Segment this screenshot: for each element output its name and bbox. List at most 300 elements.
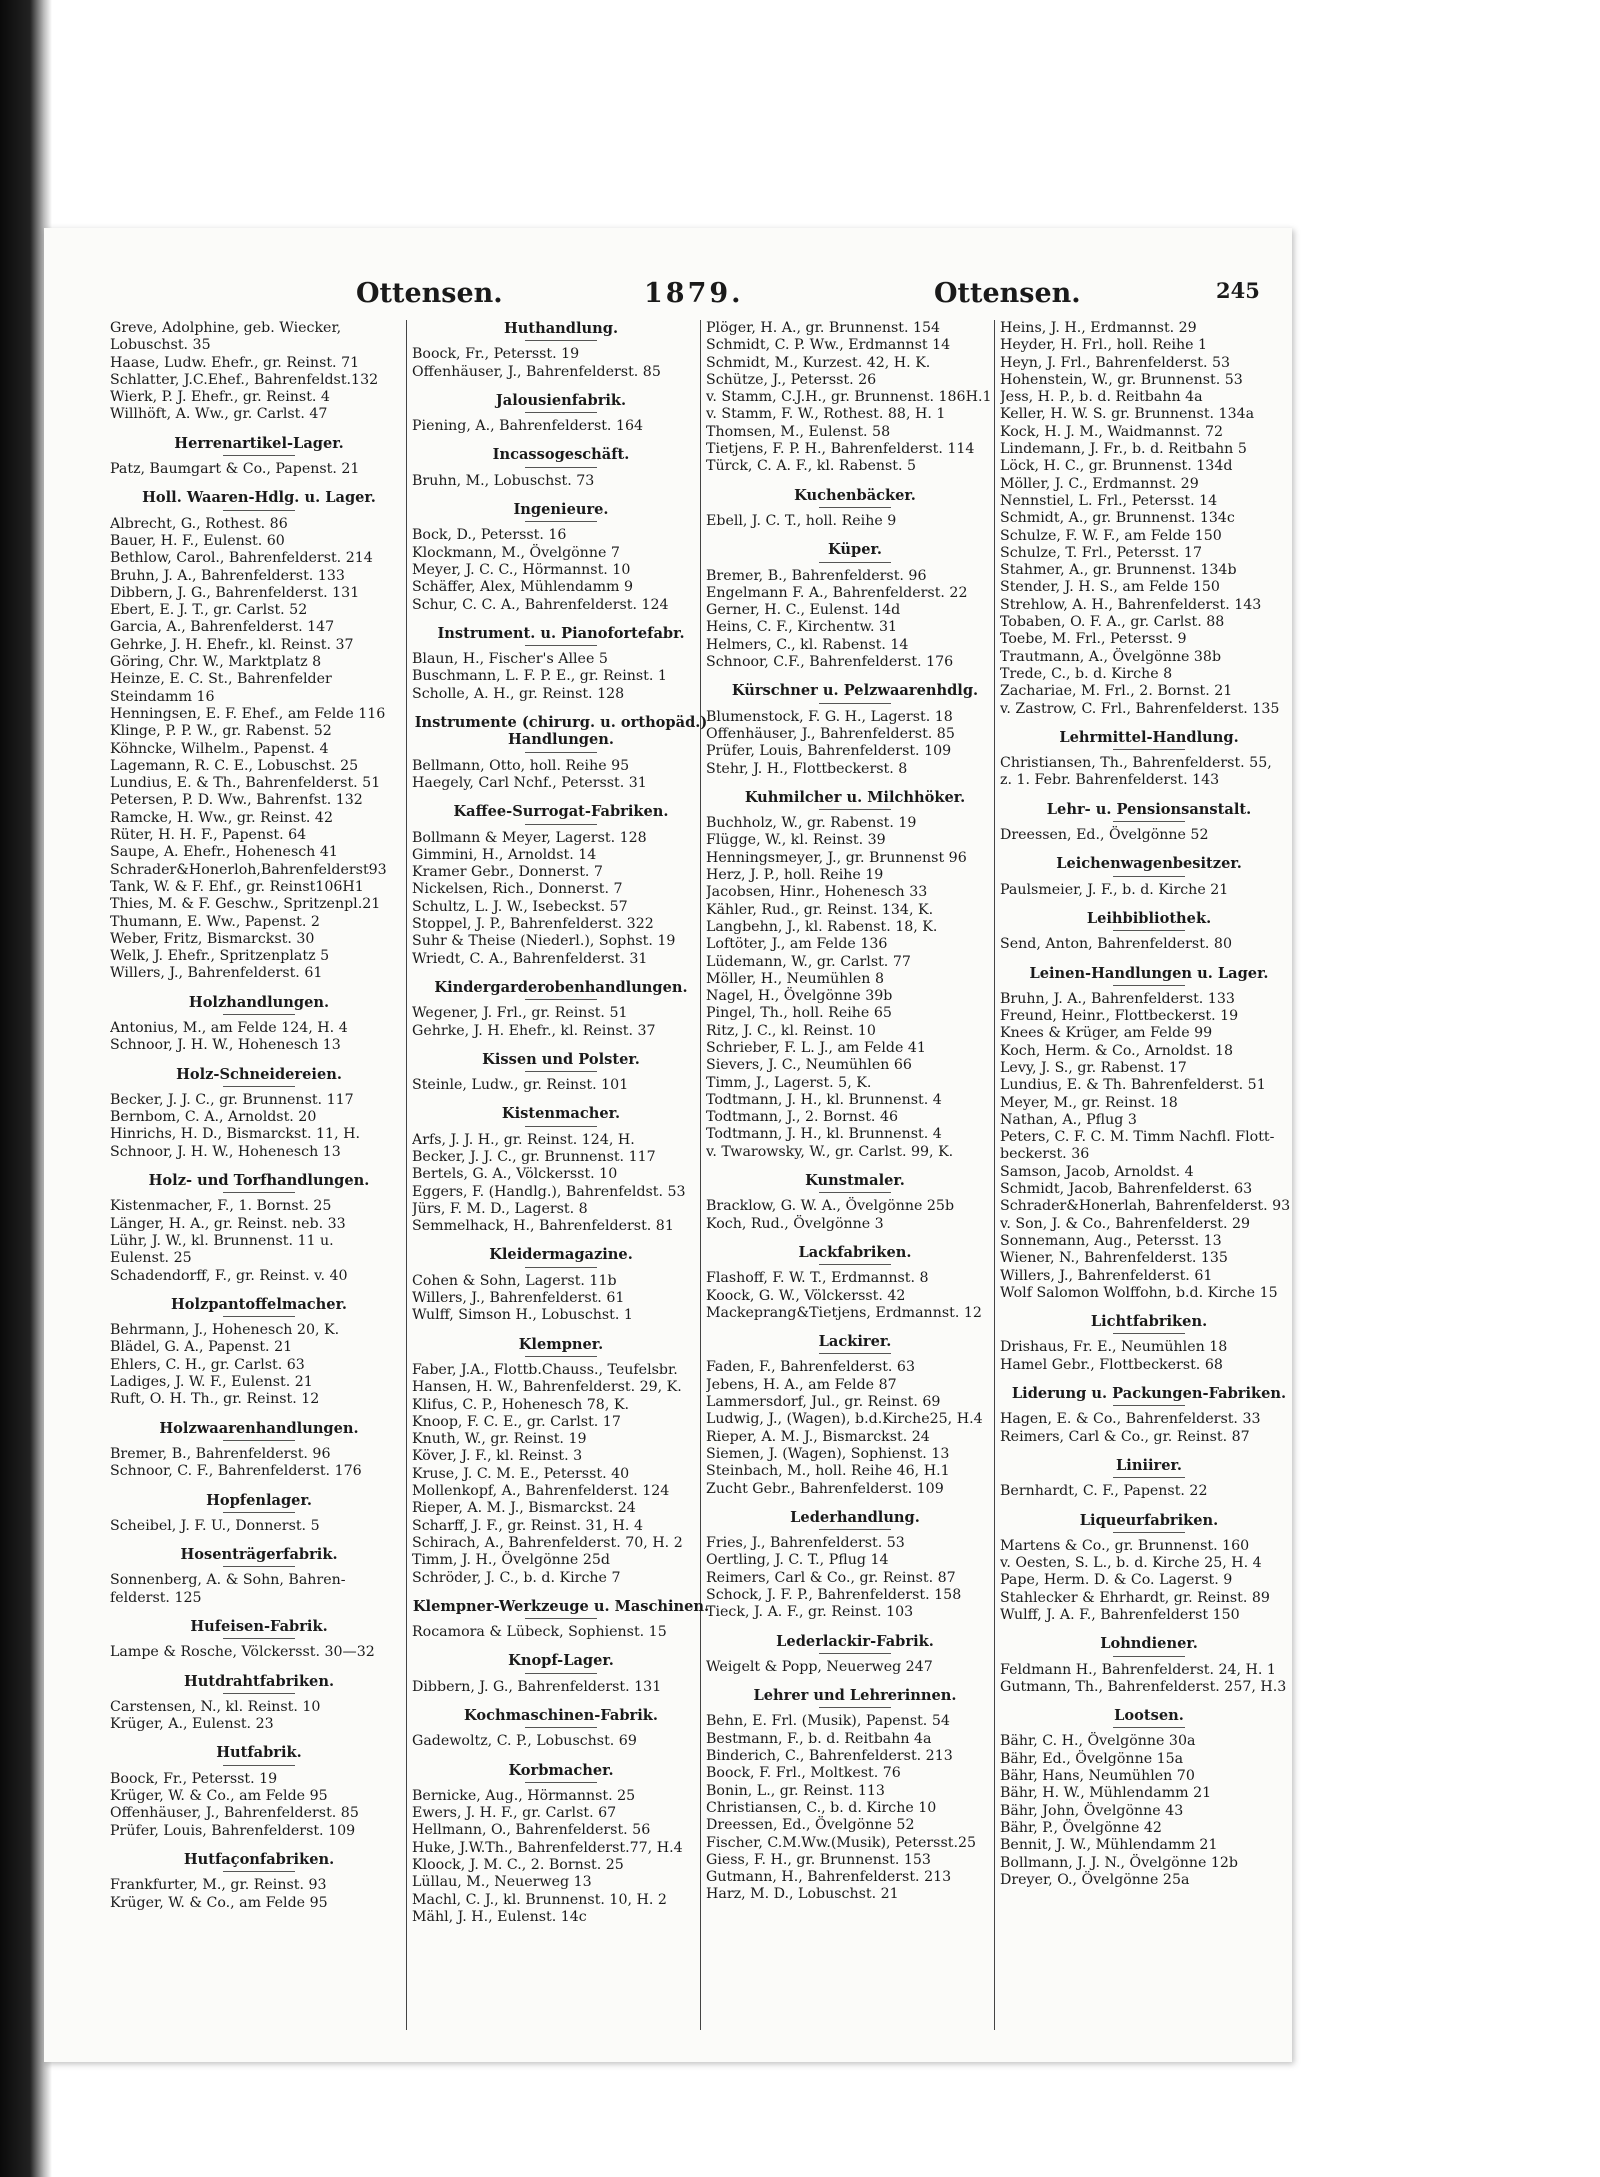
directory-entry: Bestmann, F., b. d. Reitbahn 4a xyxy=(706,1730,932,1747)
directory-entry: Weigelt & Popp, Neuerweg 247 xyxy=(706,1658,933,1675)
directory-entry: Gadewoltz, C. P., Lobuschst. 69 xyxy=(412,1733,637,1750)
directory-entry: Henningsmeyer, J., gr. Brunnenst 96 xyxy=(706,849,967,866)
directory-entry: Tieck, J. A. F., gr. Reinst. 103 xyxy=(706,1604,914,1621)
directory-entry: Bock, D., Petersst. 16 xyxy=(412,527,567,544)
directory-page xyxy=(44,228,1292,2062)
directory-entry: Semmelhack, H., Bahrenfelderst. 81 xyxy=(412,1218,674,1235)
directory-entry: Pingel, Th., holl. Reihe 65 xyxy=(706,1005,892,1022)
directory-entry: Rüter, H. H. F., Papenst. 64 xyxy=(110,827,307,844)
directory-entry: Fischer, C.M.Ww.(Musik), Petersst.25 xyxy=(706,1834,977,1851)
directory-entry: Koch, Rud., Övelgönne 3 xyxy=(706,1215,884,1232)
directory-entry: Heyder, H. Frl., holl. Reihe 1 xyxy=(1000,337,1208,354)
section-heading: Kuchenbäcker. xyxy=(706,487,1004,509)
directory-entry: Wolf Salomon Wolffohn, b.d. Kirche 15 xyxy=(1000,1284,1278,1301)
directory-entry: v. Son, J. & Co., Bahrenfelderst. 29 xyxy=(1000,1215,1251,1232)
directory-entry: Bähr, C. H., Övelgönne 30a xyxy=(1000,1733,1196,1750)
directory-entry: Meyer, J. C. C., Hörmannst. 10 xyxy=(412,561,631,578)
directory-entry: Feldmann H., Bahrenfelderst. 24, H. 1 xyxy=(1000,1661,1276,1678)
header-year: 1879. xyxy=(644,278,744,309)
section-heading: Hopfenlager. xyxy=(110,1492,408,1514)
directory-entry: Carstensen, N., kl. Reinst. 10 xyxy=(110,1698,321,1715)
directory-entry: Bertels, G. A., Völckersst. 10 xyxy=(412,1166,618,1183)
directory-entry: Bruhn, J. A., Bahrenfelderst. 133 xyxy=(110,567,345,584)
directory-entry: Paulsmeier, J. F., b. d. Kirche 21 xyxy=(1000,881,1229,898)
section-heading: Instrumente (chirurg. u. orthopäd.) Handlungen. xyxy=(412,714,710,754)
directory-entry: Drishaus, Fr. E., Neumühlen 18 xyxy=(1000,1339,1228,1356)
directory-entry: Bremer, B., Bahrenfelderst. 96 xyxy=(110,1445,331,1462)
directory-entry: Timm, J. H., Övelgönne 25d xyxy=(412,1552,610,1569)
directory-entry: Bruhn, J. A., Bahrenfelderst. 133 xyxy=(1000,990,1235,1007)
section-heading: Lehr- u. Pensionsanstalt. xyxy=(1000,801,1298,823)
directory-entry: Plöger, H. A., gr. Brunnenst. 154 xyxy=(706,320,941,336)
directory-entry: Sievers, J. C., Neumühlen 66 xyxy=(706,1057,912,1074)
directory-entry: Lühr, J. W., kl. Brunnenst. 11 u. xyxy=(110,1232,334,1249)
directory-entry: Scholle, A. H., gr. Reinst. 128 xyxy=(412,685,625,702)
directory-entry: Weber, Fritz, Bismarckst. 30 xyxy=(110,930,315,947)
directory-entry: Suhr & Theise (Niederl.), Sophst. 19 xyxy=(412,933,676,950)
section-heading: Jalousienfabrik. xyxy=(412,392,710,414)
directory-entry: Gehrke, J. H. Ehefr., kl. Reinst. 37 xyxy=(110,636,354,653)
directory-entry: Bernicke, Aug., Hörmannst. 25 xyxy=(412,1787,636,1804)
page-header xyxy=(44,278,1292,312)
directory-entry: Mollenkopf, A., Bahrenfelderst. 124 xyxy=(412,1483,670,1500)
directory-entry: Lindemann, J. Fr., b. d. Reitbahn 5 xyxy=(1000,441,1247,458)
directory-entry: Buschmann, L. F. P. E., gr. Reinst. 1 xyxy=(412,668,667,685)
directory-entry: Huke, J.W.Th., Bahrenfelderst.77, H.4 xyxy=(412,1839,683,1856)
section-heading: Lohndiener. xyxy=(1000,1635,1298,1657)
section-heading: Herrenartikel-Lager. xyxy=(110,435,408,457)
directory-entry: Peters, C. F. C. M. Timm Nachfl. Flott- xyxy=(1000,1129,1275,1146)
directory-entry: Thumann, E. Ww., Papenst. 2 xyxy=(110,913,320,930)
directory-entry: Kramer Gebr., Donnerst. 7 xyxy=(412,864,603,881)
directory-entry: Schnoor, C.F., Bahrenfelderst. 176 xyxy=(706,654,954,671)
section-heading: Hosenträgerfabrik. xyxy=(110,1546,408,1568)
section-heading: Liderung u. Packungen-Fabriken. xyxy=(1000,1385,1298,1407)
directory-entry: beckerst. 36 xyxy=(1000,1146,1090,1163)
directory-entry: Piening, A., Bahrenfelderst. 164 xyxy=(412,418,644,435)
directory-entry: Heins, C. F., Kirchentw. 31 xyxy=(706,619,898,636)
directory-entry: Möller, H., Neumühlen 8 xyxy=(706,970,884,987)
directory-entry: Bellmann, Otto, holl. Reihe 95 xyxy=(412,757,630,774)
directory-entry: Schnoor, J. H. W., Hohenesch 13 xyxy=(110,1143,341,1160)
directory-entry: Ladiges, J. W. F., Eulenst. 21 xyxy=(110,1374,313,1391)
directory-entry: Knoop, F. C. E., gr. Carlst. 17 xyxy=(412,1413,621,1430)
section-heading: Kissen und Polster. xyxy=(412,1051,710,1073)
directory-entry: Welk, J. Ehefr., Spritzenplatz 5 xyxy=(110,948,330,965)
section-heading: Kindergarderobenhandlungen. xyxy=(412,979,710,1001)
section-heading: Küper. xyxy=(706,541,1004,563)
directory-entry: Jess, H. P., b. d. Reitbahn 4a xyxy=(1000,389,1203,406)
directory-entry: Wulff, Simson H., Lobuschst. 1 xyxy=(412,1307,633,1324)
directory-entry: Eulenst. 25 xyxy=(110,1250,192,1267)
directory-entry: Trautmann, A., Övelgönne 38b xyxy=(1000,648,1222,665)
directory-entry: Schultz, L. J. W., Isebeckst. 57 xyxy=(412,898,628,915)
section-heading: Kunstmaler. xyxy=(706,1172,1004,1194)
directory-entry: Gutmann, H., Bahrenfelderst. 213 xyxy=(706,1869,952,1886)
directory-entry: Lampe & Rosche, Völckersst. 30—32 xyxy=(110,1644,375,1661)
directory-entry: Klinge, P. P. W., gr. Rabenst. 52 xyxy=(110,723,332,740)
directory-entry: Bruhn, M., Lobuschst. 73 xyxy=(412,472,595,489)
directory-entry: v. Twarowsky, W., gr. Carlst. 99, K. xyxy=(706,1143,954,1160)
directory-entry: Willers, J., Bahrenfelderst. 61 xyxy=(412,1290,625,1307)
directory-entry: Greve, Adolphine, geb. Wiecker, xyxy=(110,320,342,336)
directory-entry: Köhncke, Wilhelm., Papenst. 4 xyxy=(110,740,329,757)
section-heading: Lootsen. xyxy=(1000,1707,1298,1729)
directory-entry: Machl, C. J., kl. Brunnenst. 10, H. 2 xyxy=(412,1891,667,1908)
directory-entry: Stoppel, J. P., Bahrenfelderst. 322 xyxy=(412,916,654,933)
directory-entry: Lagemann, R. C. E., Lobuschst. 25 xyxy=(110,757,359,774)
directory-entry: Haegely, Carl Nchf., Petersst. 31 xyxy=(412,774,647,791)
section-heading: Leichenwagenbesitzer. xyxy=(1000,855,1298,877)
directory-entry: Hohenstein, W., gr. Brunnenst. 53 xyxy=(1000,371,1243,388)
directory-entry: Giess, F. H., gr. Brunnenst. 153 xyxy=(706,1851,931,1868)
directory-entry: Ebert, E. J. T., gr. Carlst. 52 xyxy=(110,602,308,619)
column-3 xyxy=(706,320,1004,2040)
directory-entry: Hagen, E. & Co., Bahrenfelderst. 33 xyxy=(1000,1411,1261,1428)
directory-entry: Boock, Fr., Petersst. 19 xyxy=(412,346,580,363)
directory-entry: Offenhäuser, J., Bahrenfelderst. 85 xyxy=(706,725,955,742)
directory-entry: Wulff, J. A. F., Bahrenfelderst 150 xyxy=(1000,1607,1240,1623)
directory-entry: Langbehn, J., kl. Rabenst. 18, K. xyxy=(706,918,938,935)
header-town-left: Ottensen. xyxy=(356,278,503,309)
section-heading: Holzwaarenhandlungen. xyxy=(110,1420,408,1442)
directory-entry: Tietjens, F. P. H., Bahrenfelderst. 114 xyxy=(706,441,975,458)
section-heading: Lichtfabriken. xyxy=(1000,1313,1298,1335)
directory-entry: Todtmann, J. H., kl. Brunnenst. 4 xyxy=(706,1091,942,1108)
directory-entry: Bollmann, J. J. N., Övelgönne 12b xyxy=(1000,1854,1239,1871)
directory-entry: Siemen, J. (Wagen), Sophienst. 13 xyxy=(706,1445,950,1462)
directory-entry: Gerner, H. C., Eulenst. 14d xyxy=(706,602,901,619)
directory-entry: Saupe, A. Ehefr., Hohenesch 41 xyxy=(110,844,338,861)
directory-entry: Dreyer, O., Övelgönne 25a xyxy=(1000,1871,1190,1888)
directory-entry: v. Stamm, C.J.H., gr. Brunnenst. 186H.1 xyxy=(706,389,992,406)
directory-entry: Faber, J.A., Flottb.Chauss., Teufelsbr. xyxy=(412,1361,678,1378)
directory-entry: Trede, C., b. d. Kirche 8 xyxy=(1000,665,1173,682)
directory-entry: Jebens, H. A., am Felde 87 xyxy=(706,1376,897,1393)
directory-entry: Dreessen, Ed., Övelgönne 52 xyxy=(1000,827,1209,844)
section-heading: Lackirer. xyxy=(706,1333,1004,1355)
directory-entry: Strehlow, A. H., Bahrenfelderst. 143 xyxy=(1000,596,1262,613)
directory-entry: Samson, Jacob, Arnoldst. 4 xyxy=(1000,1163,1194,1180)
directory-entry: Wierk, P. J. Ehefr., gr. Reinst. 4 xyxy=(110,389,330,406)
directory-entry: Stender, J. H. S., am Felde 150 xyxy=(1000,579,1220,596)
directory-entry: Thomsen, M., Eulenst. 58 xyxy=(706,423,891,440)
directory-entry: Boock, F. Frl., Moltkest. 76 xyxy=(706,1765,901,1782)
directory-entry: Steinle, Ludw., gr. Reinst. 101 xyxy=(412,1077,629,1094)
directory-entry: Mackeprang&Tietjens, Erdmannst. 12 xyxy=(706,1304,982,1321)
directory-entry: Wegener, J. Frl., gr. Reinst. 51 xyxy=(412,1005,628,1022)
section-heading: Hutfaçonfabriken. xyxy=(110,1851,408,1873)
directory-entry: Eggers, F. (Handlg.), Bahrenfeldst. 53 xyxy=(412,1183,686,1200)
directory-entry: Bernhardt, C. F., Papenst. 22 xyxy=(1000,1483,1208,1500)
directory-entry: Dreessen, Ed., Övelgönne 52 xyxy=(706,1817,915,1834)
directory-entry: Schütze, J., Petersst. 26 xyxy=(706,371,877,388)
directory-entry: Schäffer, Alex, Mühlendamm 9 xyxy=(412,579,634,596)
directory-entry: Stehr, J. H., Flottbeckerst. 8 xyxy=(706,760,908,777)
directory-entry: Zucht Gebr., Bahrenfelderst. 109 xyxy=(706,1480,944,1497)
directory-entry: Herz, J. P., holl. Reihe 19 xyxy=(706,867,884,884)
directory-entry: Knuth, W., gr. Reinst. 19 xyxy=(412,1431,587,1448)
directory-entry: Bracklow, G. W. A., Övelgönne 25b xyxy=(706,1198,955,1215)
directory-entry: Nathan, A., Pflug 3 xyxy=(1000,1111,1137,1128)
directory-entry: Rocamora & Lübeck, Sophienst. 15 xyxy=(412,1624,667,1641)
directory-entry: Sonnemann, Aug., Petersst. 13 xyxy=(1000,1232,1222,1249)
directory-entry: Heinze, E. C. St., Bahrenfelder xyxy=(110,671,332,688)
section-heading: Kistenmacher. xyxy=(412,1105,710,1127)
directory-entry: Tank, W. & F. Ehf., gr. Reinst106H1 xyxy=(110,878,364,895)
section-heading: Liqueurfabriken. xyxy=(1000,1512,1298,1534)
directory-entry: Mähl, J. H., Eulenst. 14c xyxy=(412,1908,587,1925)
directory-entry: Arfs, J. J. H., gr. Reinst. 124, H. xyxy=(412,1131,635,1148)
column-2 xyxy=(412,320,710,2040)
section-heading: Huthandlung. xyxy=(412,320,710,342)
directory-entry: Bähr, Ed., Övelgönne 15a xyxy=(1000,1750,1184,1767)
directory-entry: Pape, Herm. D. & Co. Lagerst. 9 xyxy=(1000,1572,1233,1589)
directory-entry: Steinbach, M., holl. Reihe 46, H.1 xyxy=(706,1463,950,1480)
directory-entry: Dibbern, J. G., Bahrenfelderst. 131 xyxy=(412,1678,662,1695)
directory-entry: Todtmann, J. H., kl. Brunnenst. 4 xyxy=(706,1126,942,1143)
directory-entry: Send, Anton, Bahrenfelderst. 80 xyxy=(1000,936,1232,953)
directory-entry: Bennit, J. W., Mühlendamm 21 xyxy=(1000,1837,1218,1854)
directory-entry: Schlatter, J.C.Ehef., Bahrenfeldst.132 xyxy=(110,371,379,388)
section-heading: Leinen-Handlungen u. Lager. xyxy=(1000,965,1298,987)
directory-entry: Lobuschst. 35 xyxy=(110,337,211,354)
directory-entry: Bonin, L., gr. Reinst. 113 xyxy=(706,1782,885,1799)
directory-entry: Knees & Krüger, am Felde 99 xyxy=(1000,1025,1213,1042)
directory-entry: Gehrke, J. H. Ehefr., kl. Reinst. 37 xyxy=(412,1022,656,1039)
directory-entry: Heins, J. H., Erdmannst. 29 xyxy=(1000,320,1197,336)
directory-entry: Tobaben, O. F. A., gr. Carlst. 88 xyxy=(1000,614,1225,631)
directory-entry: Patz, Baumgart & Co., Papenst. 21 xyxy=(110,461,360,478)
directory-entry: Krüger, A., Eulenst. 23 xyxy=(110,1716,274,1733)
directory-entry: Schmidt, C. P. Ww., Erdmannst 14 xyxy=(706,337,951,354)
directory-entry: Blaun, H., Fischer's Allee 5 xyxy=(412,651,608,668)
directory-entry: Stahlecker & Ehrhardt, gr. Reinst. 89 xyxy=(1000,1589,1270,1606)
directory-entry: Levy, J. S., gr. Rabenst. 17 xyxy=(1000,1059,1187,1076)
directory-entry: Jürs, F. M. D., Lagerst. 8 xyxy=(412,1200,588,1217)
directory-entry: Länger, H. A., gr. Reinst. neb. 33 xyxy=(110,1215,346,1232)
directory-entry: Christiansen, C., b. d. Kirche 10 xyxy=(706,1799,937,1816)
column-1 xyxy=(110,320,408,2040)
directory-entry: Ehlers, C. H., gr. Carlst. 63 xyxy=(110,1356,305,1373)
directory-entry: Schrieber, F. L. J., am Felde 41 xyxy=(706,1039,926,1056)
directory-entry: Möller, J. C., Erdmannst. 29 xyxy=(1000,475,1199,492)
directory-entry: Gimmini, H., Arnoldst. 14 xyxy=(412,846,597,863)
directory-entry: Bähr, H. W., Mühlendamm 21 xyxy=(1000,1785,1212,1802)
directory-entry: Rieper, A. M. J., Bismarckst. 24 xyxy=(412,1500,636,1517)
section-heading: Kochmaschinen-Fabrik. xyxy=(412,1707,710,1729)
directory-entry: Wiener, N., Bahrenfelderst. 135 xyxy=(1000,1250,1228,1267)
section-heading: Kleidermagazine. xyxy=(412,1246,710,1268)
directory-entry: Blumenstock, F. G. H., Lagerst. 18 xyxy=(706,708,953,725)
directory-entry: Ebell, J. C. T., holl. Reihe 9 xyxy=(706,512,897,529)
directory-entry: Freund, Heinr., Flottbeckerst. 19 xyxy=(1000,1008,1239,1025)
directory-entry: Willers, J., Bahrenfelderst. 61 xyxy=(1000,1267,1213,1284)
directory-entry: Scharff, J. F., gr. Reinst. 31, H. 4 xyxy=(412,1517,643,1534)
directory-entry: Koock, G. W., Völckersst. 42 xyxy=(706,1287,906,1304)
directory-entry: Hellmann, O., Bahrenfelderst. 56 xyxy=(412,1822,651,1839)
section-heading: Instrument. u. Pianofortefabr. xyxy=(412,625,710,647)
directory-entry: Kruse, J. C. M. E., Petersst. 40 xyxy=(412,1465,630,1482)
section-heading: Lehrer und Lehrerinnen. xyxy=(706,1687,1004,1709)
section-heading: Liniirer. xyxy=(1000,1457,1298,1479)
directory-entry: Schnoor, J. H. W., Hohenesch 13 xyxy=(110,1037,341,1054)
directory-entry: Schmidt, A., gr. Brunnenst. 134c xyxy=(1000,510,1235,527)
directory-entry: Krüger, W. & Co., am Felde 95 xyxy=(110,1788,328,1805)
section-heading: Hufeisen-Fabrik. xyxy=(110,1618,408,1640)
section-heading: Holz-Schneidereien. xyxy=(110,1066,408,1088)
directory-entry: Buchholz, W., gr. Rabenst. 19 xyxy=(706,815,917,832)
section-heading: Kuhmilcher u. Milchhöker. xyxy=(706,789,1004,811)
directory-entry: Binderich, C., Bahrenfelderst. 213 xyxy=(706,1748,953,1765)
directory-entry: Helmers, C., kl. Rabenst. 14 xyxy=(706,636,909,653)
section-heading: Holzhandlungen. xyxy=(110,994,408,1016)
directory-entry: Zachariae, M. Frl., 2. Bornst. 21 xyxy=(1000,683,1233,700)
directory-entry: Petersen, P. D. Ww., Bahrenfst. 132 xyxy=(110,792,363,809)
directory-entry: Faden, F., Bahrenfelderst. 63 xyxy=(706,1359,915,1376)
directory-entry: Albrecht, G., Rothest. 86 xyxy=(110,515,288,532)
directory-entry: Lüllau, M., Neuerweg 13 xyxy=(412,1874,592,1891)
directory-entry: Göring, Chr. W., Marktplatz 8 xyxy=(110,654,322,671)
directory-entry: Bähr, John, Övelgönne 43 xyxy=(1000,1802,1184,1819)
directory-entry: Henningsen, E. F. Ehef., am Felde 116 xyxy=(110,705,386,722)
directory-entry: Prüfer, Louis, Bahrenfelderst. 109 xyxy=(706,743,952,760)
directory-entry: Löck, H. C., gr. Brunnenst. 134d xyxy=(1000,458,1233,475)
directory-entry: Nennstiel, L. Frl., Petersst. 14 xyxy=(1000,492,1218,509)
directory-entry: Klockmann, M., Övelgönne 7 xyxy=(412,544,620,561)
directory-entry: Schulze, T. Frl., Petersst. 17 xyxy=(1000,544,1202,561)
directory-entry: Bethlow, Carol., Bahrenfelderst. 214 xyxy=(110,550,373,567)
header-town-right: Ottensen. xyxy=(934,278,1081,309)
section-heading: Holzpantoffelmacher. xyxy=(110,1296,408,1318)
directory-entry: felderst. 125 xyxy=(110,1589,202,1606)
directory-entry: Reimers, Carl & Co., gr. Reinst. 87 xyxy=(1000,1428,1250,1445)
directory-entry: Heyn, J. Frl., Bahrenfelderst. 53 xyxy=(1000,354,1231,371)
directory-entry: Harz, M. D., Lobuschst. 21 xyxy=(706,1886,899,1903)
section-heading: Lederhandlung. xyxy=(706,1509,1004,1531)
directory-entry: Bähr, Hans, Neumühlen 70 xyxy=(1000,1768,1195,1785)
directory-entry: Garcia, A., Bahrenfelderst. 147 xyxy=(110,619,335,636)
directory-entry: Hansen, H. W., Bahrenfelderst. 29, K. xyxy=(412,1379,682,1396)
directory-entry: Lundius, E. & Th., Bahrenfelderst. 51 xyxy=(110,775,381,792)
directory-entry: Schröder, J. C., b. d. Kirche 7 xyxy=(412,1569,621,1586)
directory-entry: Bernbom, C. A., Arnoldst. 20 xyxy=(110,1109,317,1126)
directory-entry: Kähler, Rud., gr. Reinst. 134, K. xyxy=(706,901,934,918)
directory-entry: Schadendorff, F., gr. Reinst. v. 40 xyxy=(110,1267,348,1284)
directory-entry: Becker, J. J. C., gr. Brunnenst. 117 xyxy=(412,1148,656,1165)
directory-entry: Behrmann, J., Hohenesch 20, K. xyxy=(110,1322,340,1339)
directory-entry: v. Zastrow, C. Frl., Bahrenfelderst. 135 xyxy=(1000,700,1280,717)
directory-entry: Schmidt, Jacob, Bahrenfelderst. 63 xyxy=(1000,1181,1253,1198)
column-4 xyxy=(1000,320,1298,2040)
directory-entry: Rieper, A. M. J., Bismarckst. 24 xyxy=(706,1428,930,1445)
directory-entry: Bremer, B., Bahrenfelderst. 96 xyxy=(706,567,927,584)
section-heading: Klempner. xyxy=(412,1336,710,1358)
directory-entry: Ludwig, J., (Wagen), b.d.Kirche25, H.4 xyxy=(706,1411,983,1428)
directory-entry: Haase, Ludw. Ehefr., gr. Reinst. 71 xyxy=(110,354,360,371)
directory-entry: Sonnenberg, A. & Sohn, Bahren- xyxy=(110,1572,346,1589)
directory-entry: Christiansen, Th., Bahrenfelderst. 55, xyxy=(1000,755,1272,772)
directory-entry: Koch, Herm. & Co., Arnoldst. 18 xyxy=(1000,1042,1234,1059)
section-heading: Holz- und Torfhandlungen. xyxy=(110,1172,408,1194)
directory-entry: Martens & Co., gr. Brunnenst. 160 xyxy=(1000,1537,1250,1554)
directory-entry: z. 1. Febr. Bahrenfelderst. 143 xyxy=(1000,772,1220,789)
directory-entry: Cohen & Sohn, Lagerst. 11b xyxy=(412,1272,617,1289)
section-heading: Holl. Waaren-Hdlg. u. Lager. xyxy=(110,489,408,511)
directory-entry: Schmidt, M., Kurzest. 42, H. K. xyxy=(706,354,931,371)
directory-entry: Hinrichs, H. D., Bismarckst. 11, H. xyxy=(110,1126,360,1143)
directory-entry: Scheibel, J. F. U., Donnerst. 5 xyxy=(110,1517,320,1534)
directory-entry: Schur, C. C. A., Bahrenfelderst. 124 xyxy=(412,596,669,613)
directory-entry: Ruft, O. H. Th., gr. Reinst. 12 xyxy=(110,1391,320,1408)
directory-entry: Jacobsen, Hinr., Hohenesch 33 xyxy=(706,884,928,901)
directory-entry: Ramcke, H. Ww., gr. Reinst. 42 xyxy=(110,809,333,826)
directory-entry: Behn, E. Frl. (Musik), Papenst. 54 xyxy=(706,1713,950,1730)
directory-entry: Kloock, J. M. C., 2. Bornst. 25 xyxy=(412,1857,624,1874)
directory-entry: Klifus, C. P., Hohenesch 78, K. xyxy=(412,1396,629,1413)
directory-entry: Köver, J. F., kl. Reinst. 3 xyxy=(412,1448,583,1465)
section-heading: Korbmacher. xyxy=(412,1762,710,1784)
directory-entry: v. Stamm, F. W., Rothest. 88, H. 1 xyxy=(706,406,946,423)
directory-entry: Oertling, J. C. T., Pflug 14 xyxy=(706,1552,889,1569)
directory-entry: Schnoor, C. F., Bahrenfelderst. 176 xyxy=(110,1463,362,1480)
directory-entry: Timm, J., Lagerst. 5, K. xyxy=(706,1074,872,1091)
directory-entry: Schock, J. F. P., Bahrenfelderst. 158 xyxy=(706,1587,962,1603)
directory-entry: Wriedt, C. A., Bahrenfelderst. 31 xyxy=(412,950,648,967)
directory-entry: Becker, J. J. C., gr. Brunnenst. 117 xyxy=(110,1091,354,1108)
directory-entry: Schrader&Honerlah, Bahrenfelderst. 93 xyxy=(1000,1198,1291,1215)
directory-entry: Bähr, P., Övelgönne 42 xyxy=(1000,1819,1162,1836)
directory-entry: Fries, J., Bahrenfelderst. 53 xyxy=(706,1535,905,1552)
directory-entry: Offenhäuser, J., Bahrenfelderst. 85 xyxy=(110,1805,359,1822)
directory-entry: Reimers, Carl & Co., gr. Reinst. 87 xyxy=(706,1569,956,1586)
section-heading: Klempner-Werkzeuge u. Maschinen. xyxy=(412,1598,710,1620)
directory-entry: Lüdemann, W., gr. Carlst. 77 xyxy=(706,953,911,970)
section-heading: Lackfabriken. xyxy=(706,1244,1004,1266)
directory-entry: Offenhäuser, J., Bahrenfelderst. 85 xyxy=(412,363,661,380)
section-heading: Ingenieure. xyxy=(412,501,710,523)
directory-entry: Prüfer, Louis, Bahrenfelderst. 109 xyxy=(110,1822,356,1839)
directory-entry: Nagel, H., Övelgönne 39b xyxy=(706,988,893,1005)
directory-entry: Willhöft, A. Ww., gr. Carlst. 47 xyxy=(110,406,328,423)
directory-entry: Steindamm 16 xyxy=(110,688,215,705)
directory-entry: Meyer, M., gr. Reinst. 18 xyxy=(1000,1094,1178,1111)
directory-entry: Willers, J., Bahrenfelderst. 61 xyxy=(110,965,323,982)
directory-entry: Türck, C. A. F., kl. Rabenst. 5 xyxy=(706,458,917,475)
directory-entry: Krüger, W. & Co., am Felde 95 xyxy=(110,1894,328,1911)
directory-entry: Gutmann, Th., Bahrenfelderst. 257, H.3 xyxy=(1000,1678,1287,1695)
directory-entry: Ewers, J. H. F., gr. Carlst. 67 xyxy=(412,1805,617,1822)
section-heading: Kürschner u. Pelzwaarenhdlg. xyxy=(706,682,1004,704)
directory-entry: Blädel, G. A., Papenst. 21 xyxy=(110,1339,293,1356)
directory-entry: Lundius, E. & Th. Bahrenfelderst. 51 xyxy=(1000,1077,1266,1094)
directory-entry: Kistenmacher, F., 1. Bornst. 25 xyxy=(110,1198,332,1215)
directory-entry: Schulze, F. W. F., am Felde 150 xyxy=(1000,527,1222,544)
directory-entry: Schirach, A., Bahrenfelderst. 70, H. 2 xyxy=(412,1534,683,1551)
directory-entry: Toebe, M. Frl., Petersst. 9 xyxy=(1000,631,1187,648)
directory-entry: Flashoff, F. W. T., Erdmannst. 8 xyxy=(706,1270,929,1287)
section-heading: Hutdrahtfabriken. xyxy=(110,1673,408,1695)
directory-entry: Loftöter, J., am Felde 136 xyxy=(706,936,888,953)
directory-entry: Ritz, J. C., kl. Reinst. 10 xyxy=(706,1022,876,1039)
section-heading: Lehrmittel-Handlung. xyxy=(1000,729,1298,751)
directory-entry: Keller, H. W. S. gr. Brunnenst. 134a xyxy=(1000,406,1255,423)
directory-entry: Antonius, M., am Felde 124, H. 4 xyxy=(110,1019,348,1036)
directory-entry: Stahmer, A., gr. Brunnenst. 134b xyxy=(1000,562,1237,579)
directory-entry: Frankfurter, M., gr. Reinst. 93 xyxy=(110,1877,327,1894)
section-heading: Leihbibliothek. xyxy=(1000,910,1298,932)
directory-entry: Nickelsen, Rich., Donnerst. 7 xyxy=(412,881,623,898)
